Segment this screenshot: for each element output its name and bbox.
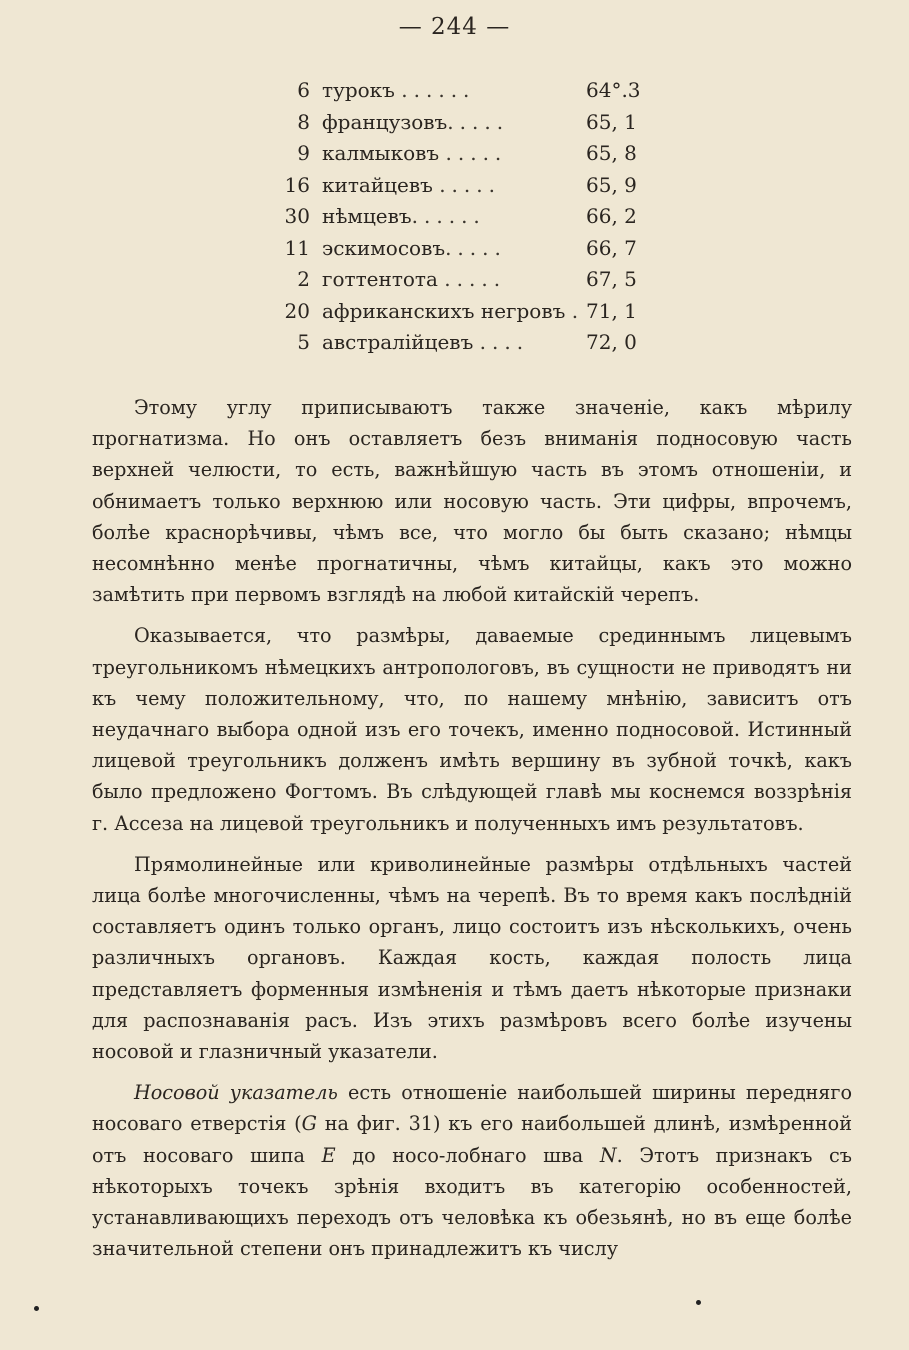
table-row xyxy=(270,141,670,173)
paragraph: Прямолинейные или криволинейные размѣры отдѣльныхъ частей лица болѣе многочисленны, чѣмъ на черепѣ. Въ то время какъ послѣдній составляетъ одинъ только органъ, лицо состоитъ изъ нѣсколькихъ, очень различныхъ органовъ. Каждая кость, каждая полость лица представляетъ форменныя измѣненія и тѣмъ даетъ нѣкоторые признаки для распознаванія расъ. Изъ этихъ размѣровъ всего болѣе изучены носовой и глазничный указатели. xyxy=(92,852,852,1064)
figure-letter: E xyxy=(321,1143,336,1167)
table-row xyxy=(270,330,670,362)
table-row xyxy=(270,267,670,299)
angle-value: 67, 5 xyxy=(586,267,637,291)
paper-speck xyxy=(34,1306,39,1311)
paragraph: Этому углу приписываютъ также значеніе, какъ мѣрилу прогнатизма. Но онъ оставляетъ безъ вниманія подносовую часть верхней челюсти, то есть, важнѣйшую часть въ этомъ отношеніи, и обнимаетъ только верхнюю или носовую часть. Эти цифры, впрочемъ, болѣе краснорѣчивы, чѣмъ все, что могло бы быть сказано; нѣмцы несомнѣнно менѣе прогнатичны, чѣмъ китайцы, какъ это можно замѣтить при первомъ взглядѣ на любой китайскій черепъ. xyxy=(92,396,852,607)
table-row xyxy=(270,173,670,205)
skull-count: 6 xyxy=(297,78,310,102)
nation-name: нѣмцевъ...... xyxy=(322,204,486,228)
nation-name: калмыковъ ..... xyxy=(322,141,508,165)
table-row xyxy=(270,299,670,331)
angle-value: 64°.3 xyxy=(586,78,641,102)
skull-count: 20 xyxy=(284,298,310,323)
nation-name: турокъ ...... xyxy=(322,78,476,102)
body-text xyxy=(92,392,852,1264)
nation-name: китайцевъ ..... xyxy=(322,172,501,197)
angle-value: 65, 8 xyxy=(586,141,637,165)
paper-speck xyxy=(696,1300,701,1305)
angle-value: 66, 7 xyxy=(586,235,637,260)
page-number: — 244 — xyxy=(398,14,511,40)
facial-angle-table xyxy=(270,78,670,362)
skull-count: 9 xyxy=(297,141,310,165)
table-row xyxy=(270,204,670,236)
skull-count: 2 xyxy=(297,267,310,291)
angle-value: 65, 9 xyxy=(586,172,637,197)
skull-count: 16 xyxy=(284,172,310,197)
figure-letter: N xyxy=(599,1143,617,1167)
angle-value: 66, 2 xyxy=(586,204,637,228)
paragraph: Оказывается, что размѣры, даваемые срединнымъ лицевымъ треугольникомъ нѣмецкихъ антропологовъ, въ сущности не приводятъ ни къ чему положительному, что, по нашему мнѣнію, зависитъ отъ неудачнаго выбора одной изъ его точекъ, именно подносовой. Истинный лицевой треугольникъ долженъ имѣть вершину въ зубной точкѣ, какъ было предложено Фогтомъ. Въ слѣдующей главѣ мы коснемся воззрѣнія г. Ассеза на лицевой треугольникъ и полученныхъ имъ результатовъ. xyxy=(92,624,852,835)
angle-value: 65, 1 xyxy=(586,109,637,134)
skull-count: 5 xyxy=(297,330,310,354)
skull-count: 30 xyxy=(284,204,310,228)
term-nasal-index: Носовой указатель xyxy=(134,1081,338,1105)
skull-count: 11 xyxy=(284,235,310,260)
nation-name: эскимосовъ..... xyxy=(322,235,507,260)
table-row xyxy=(270,78,670,110)
table-row xyxy=(270,110,670,142)
figure-letter: G xyxy=(301,1112,317,1136)
nation-name: готтентота ..... xyxy=(322,267,507,291)
table-row xyxy=(270,236,670,268)
skull-count: 8 xyxy=(297,109,310,134)
nation-name: французовъ..... xyxy=(322,109,510,134)
nation-name: австралійцевъ .... xyxy=(322,330,530,354)
angle-value: 71, 1 xyxy=(586,298,637,323)
nation-name: африканскихъ негровъ . xyxy=(322,298,585,323)
angle-value: 72, 0 xyxy=(586,330,637,354)
paragraph: Носовой указатель есть отношеніе наибольшей ширины передняго носоваго етверстія (G на фиг. 31) къ его наибольшей длинѣ, измѣренной отъ носоваго шипа E до носо-лобнаго шва N. Этотъ признакъ съ нѣкоторыхъ точекъ зрѣнія входитъ въ категорію особенностей, устанавливающихъ переходъ отъ человѣка къ обезьянѣ, но въ еще болѣе значительной степени онъ принадлежитъ къ числу xyxy=(92,1081,853,1261)
